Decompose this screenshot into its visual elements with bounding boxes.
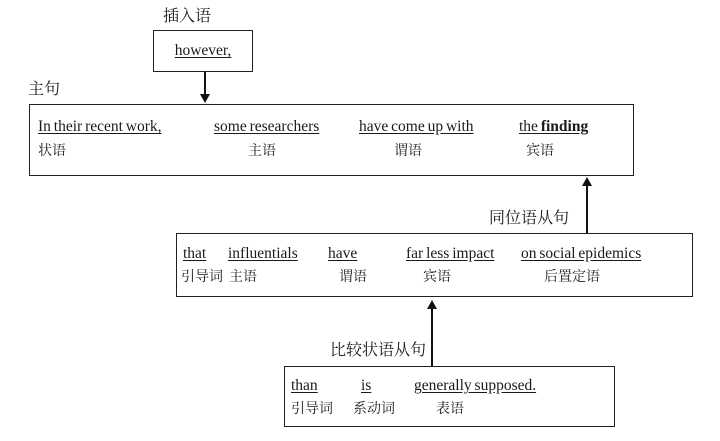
parenthesis-label: 插入语	[163, 8, 212, 25]
appositive-clause-box	[176, 233, 693, 297]
segment-en: that	[183, 245, 207, 262]
arrow-down-icon	[200, 94, 210, 103]
comparative-arrow-line	[431, 308, 433, 366]
segment-zh: 状语	[38, 144, 66, 159]
appositive-arrow-line	[586, 185, 588, 233]
parenthesis-box	[153, 30, 253, 72]
segment-zh: 宾语	[423, 270, 451, 285]
appositive-clause-label: 同位语从句	[489, 210, 570, 227]
segment-zh: 谓语	[394, 144, 422, 159]
segment-zh: 主语	[248, 144, 276, 159]
segment-zh: 后置定语	[544, 270, 600, 285]
segment-en-normal: the	[519, 118, 541, 135]
segment-en: on social epidemics	[521, 245, 642, 262]
segment-en-bold: finding	[540, 118, 589, 135]
parenthesis-arrow-line	[204, 72, 206, 95]
segment-en	[519, 117, 588, 137]
segment-en: than	[291, 377, 318, 394]
parenthesis-text: however,	[174, 42, 232, 59]
segment-zh: 系动词	[353, 402, 395, 417]
segment-en: some researchers	[214, 118, 320, 135]
segment-en: far less impact	[406, 245, 495, 262]
segment-en: have come up with	[359, 118, 474, 135]
segment-en: generally supposed.	[414, 377, 537, 394]
segment-zh: 宾语	[526, 144, 554, 159]
segment-zh: 表语	[436, 402, 464, 417]
segment-en: In their recent work,	[38, 118, 162, 135]
segment-en: influentials	[228, 245, 298, 262]
main-clause-label: 主句	[28, 81, 61, 98]
main-clause-box	[29, 104, 634, 176]
segment-en: is	[361, 377, 372, 394]
comparative-clause-label: 比较状语从句	[330, 342, 427, 359]
comparative-clause-box	[284, 366, 615, 427]
segment-zh: 引导词	[291, 402, 333, 417]
segment-zh: 谓语	[339, 270, 367, 285]
segment-en: have	[328, 245, 358, 262]
segment-zh: 主语	[229, 270, 257, 285]
segment-zh: 引导词	[181, 270, 223, 285]
